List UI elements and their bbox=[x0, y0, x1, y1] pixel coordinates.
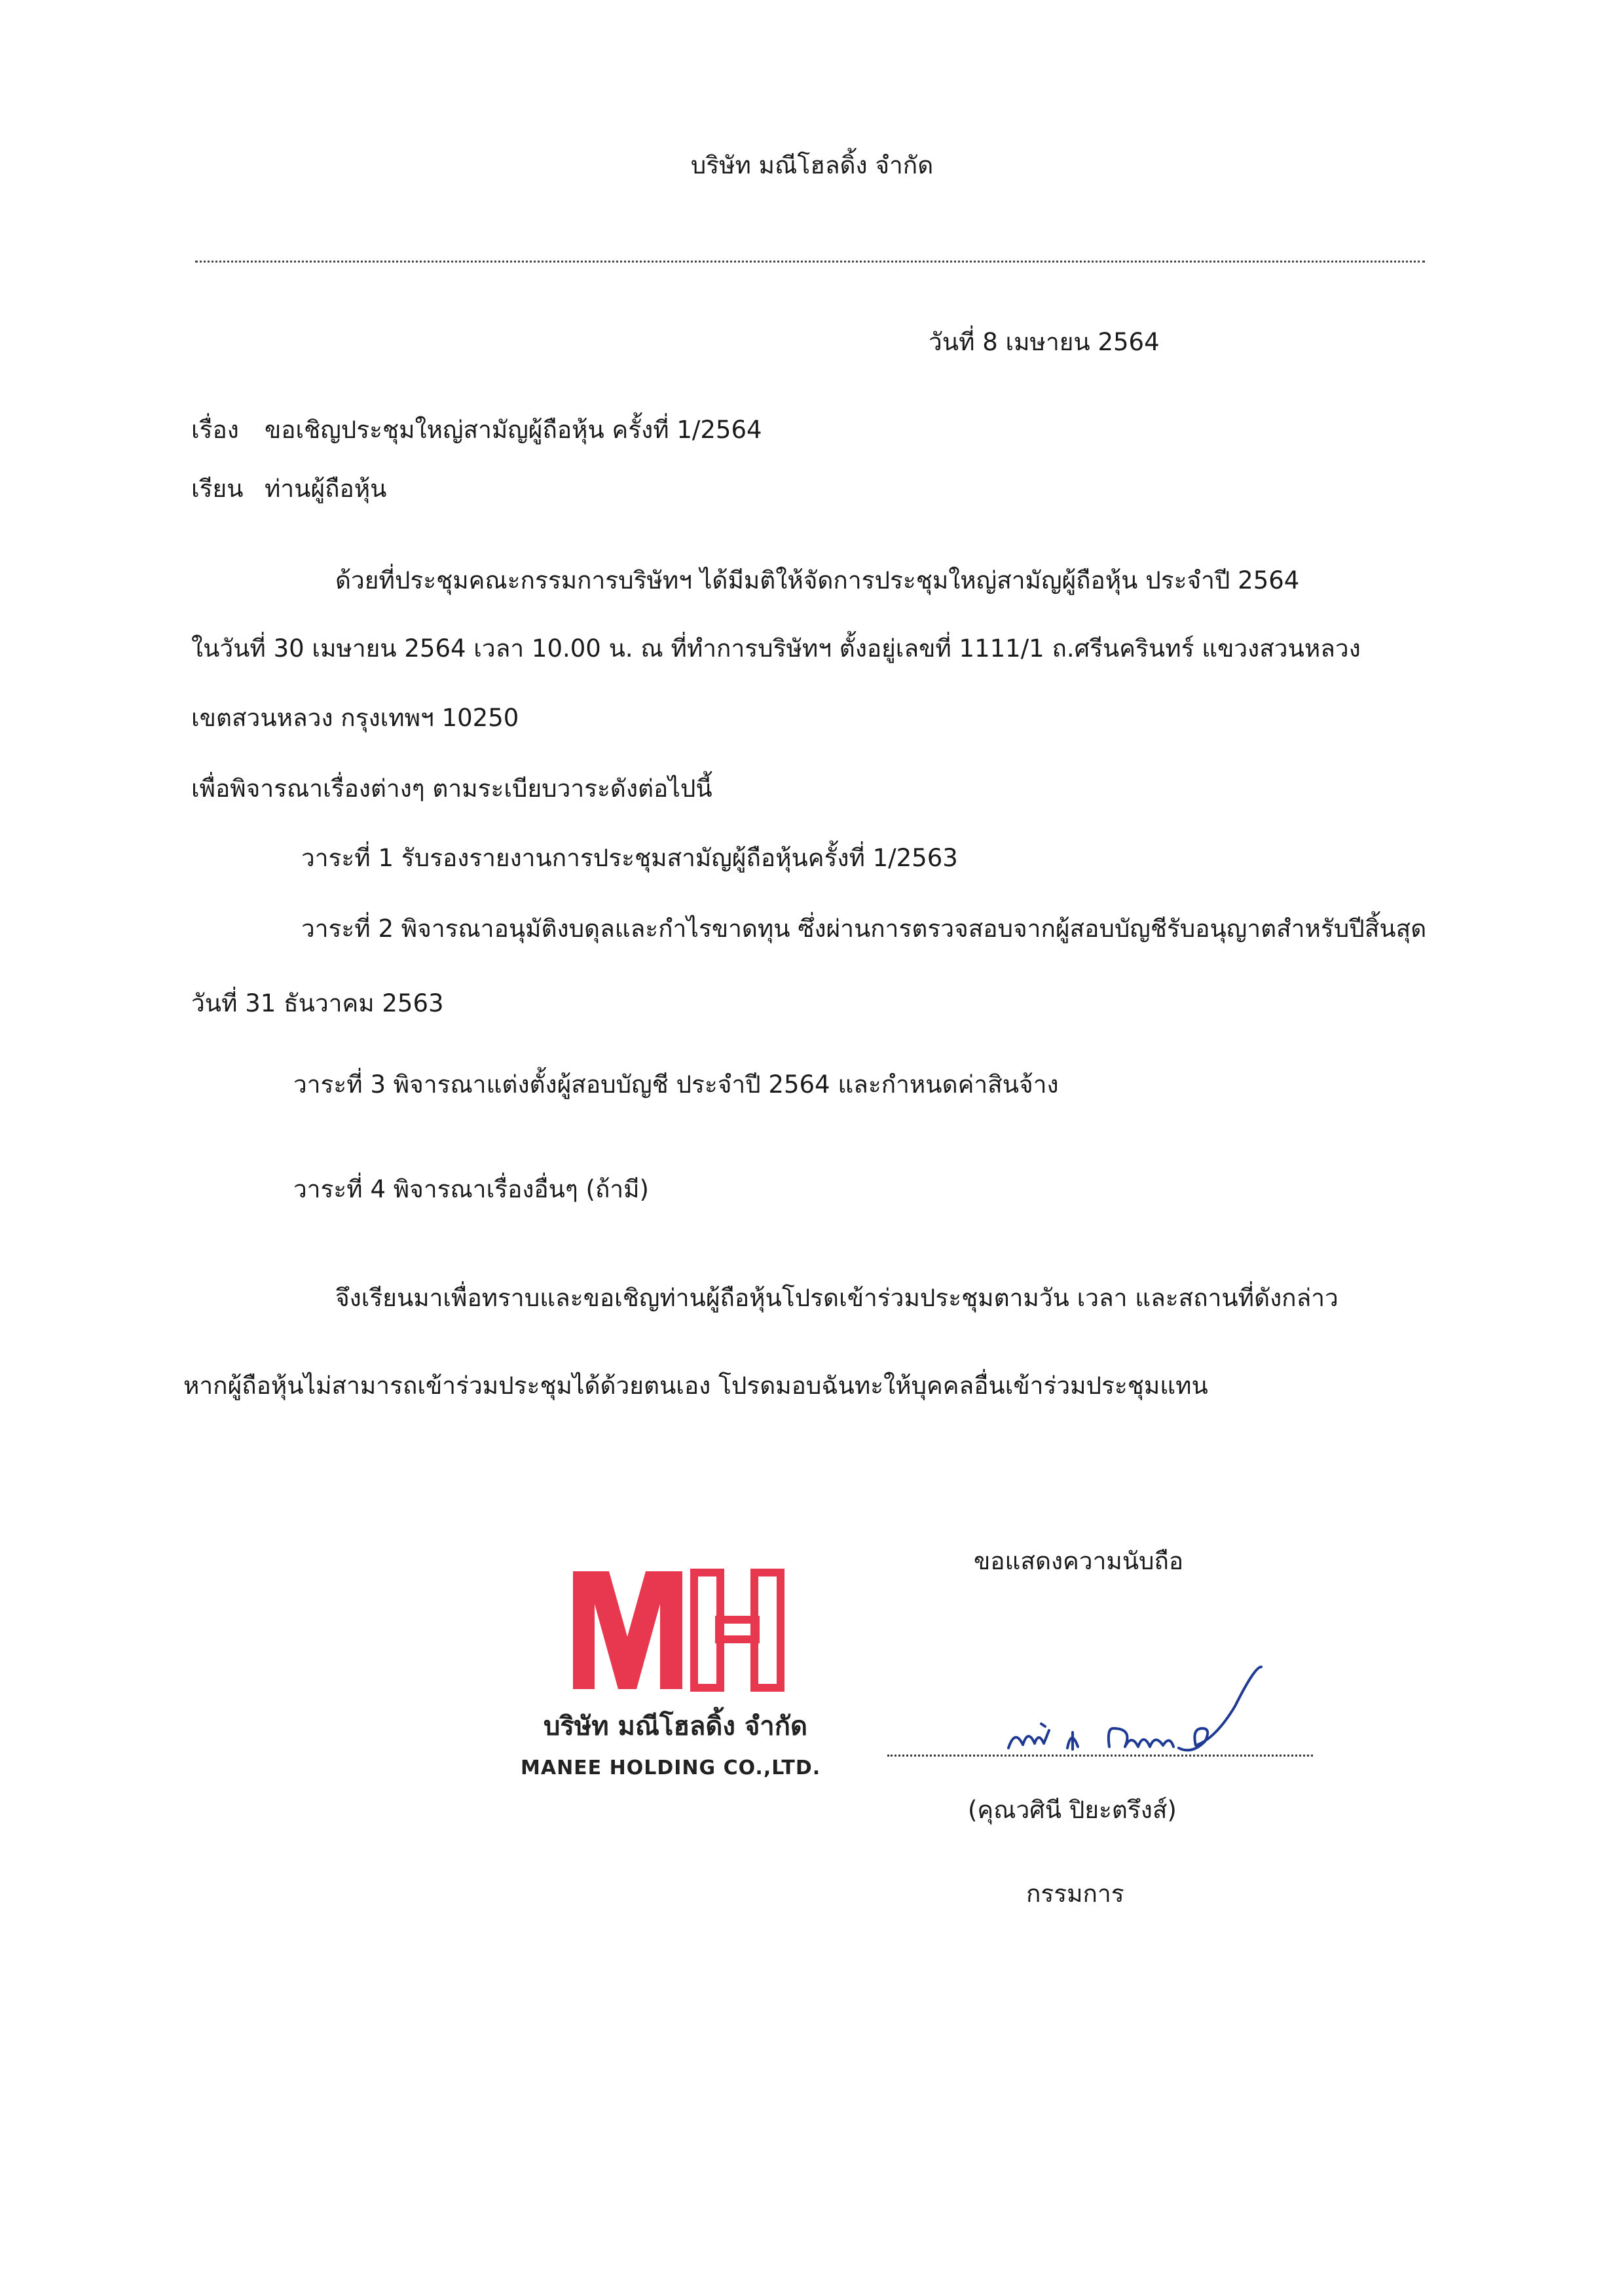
letter-date: วันที่ 8 เมษายน 2564 bbox=[929, 328, 1160, 356]
body-line: ด้วยที่ประชุมคณะกรรมการบริษัทฯ ได้มีมติให้จัดการประชุมใหญ่สามัญผู้ถือหุ้น ประจำปี 2564 bbox=[335, 566, 1300, 594]
agenda-item-3: วาระที่ 3 พิจารณาแต่งตั้งผู้สอบบัญชี ประจำปี 2564 และกำหนดค่าสินจ้าง bbox=[293, 1070, 1059, 1099]
closing-line: จึงเรียนมาเพื่อทราบและขอเชิญท่านผู้ถือหุ้นโปรดเข้าร่วมประชุมตามวัน เวลา และสถานที่ดังกล่าว bbox=[335, 1284, 1338, 1312]
recipient-text: ท่านผู้ถือหุ้น bbox=[265, 475, 387, 503]
agenda-item-1: วาระที่ 1 รับรองรายงานการประชุมสามัญผู้ถือหุ้นครั้งที่ 1/2563 bbox=[301, 844, 958, 872]
signature-line bbox=[887, 1755, 1313, 1757]
signature bbox=[982, 1650, 1270, 1781]
body-line: เขตสวนหลวง กรุงเทพฯ 10250 bbox=[191, 704, 519, 732]
closing-line: หากผู้ถือหุ้นไม่สามารถเข้าร่วมประชุมได้ด้วยตนเอง โปรดมอบฉันทะให้บุคคลอื่นเข้าร่วมประชุมแทน bbox=[183, 1372, 1208, 1400]
agenda-item-2-continued: วันที่ 31 ธันวาคม 2563 bbox=[191, 989, 444, 1017]
subject-label: เรื่อง bbox=[191, 416, 239, 444]
company-header: บริษัท มณีโฮลดิ้ง จำกัด bbox=[690, 151, 934, 179]
subject-text: ขอเชิญประชุมใหญ่สามัญผู้ถือหุ้น ครั้งที่ 1/2564 bbox=[265, 416, 762, 444]
stamp-thai-name: บริษัท มณีโฮลดิ้ง จำกัด bbox=[544, 1711, 807, 1741]
company-stamp bbox=[511, 1558, 851, 1807]
agenda-intro: เพื่อพิจารณาเรื่องต่างๆ ตามระเบียบวาระดังต่อไปนี้ bbox=[191, 774, 712, 803]
agenda-item-2: วาระที่ 2 พิจารณาอนุมัติงบดุลและกำไรขาดทุน ซึ่งผ่านการตรวจสอบจากผู้สอบบัญชีรับอนุญาตสำหรับปีสิ้นสุด bbox=[301, 915, 1427, 943]
mh-logo bbox=[573, 1571, 781, 1689]
body-line: ในวันที่ 30 เมษายน 2564 เวลา 10.00 น. ณ ที่ทำการบริษัทฯ ตั้งอยู่เลขที่ 1111/1 ถ.ศรีนครินทร์ แขวงสวนหลวง bbox=[191, 634, 1361, 663]
signer-name: (คุณวศินี ปิยะตรึงส์) bbox=[968, 1796, 1177, 1824]
signer-title: กรรมการ bbox=[1026, 1880, 1124, 1908]
agenda-item-4: วาระที่ 4 พิจารณาเรื่องอื่นๆ (ถ้ามี) bbox=[293, 1175, 649, 1203]
closing-regards: ขอแสดงความนับถือ bbox=[974, 1547, 1184, 1575]
recipient-label: เรียน bbox=[191, 475, 244, 503]
header-dotted-rule bbox=[195, 261, 1425, 263]
stamp-english-name: MANEE HOLDING CO.,LTD. bbox=[521, 1757, 821, 1779]
